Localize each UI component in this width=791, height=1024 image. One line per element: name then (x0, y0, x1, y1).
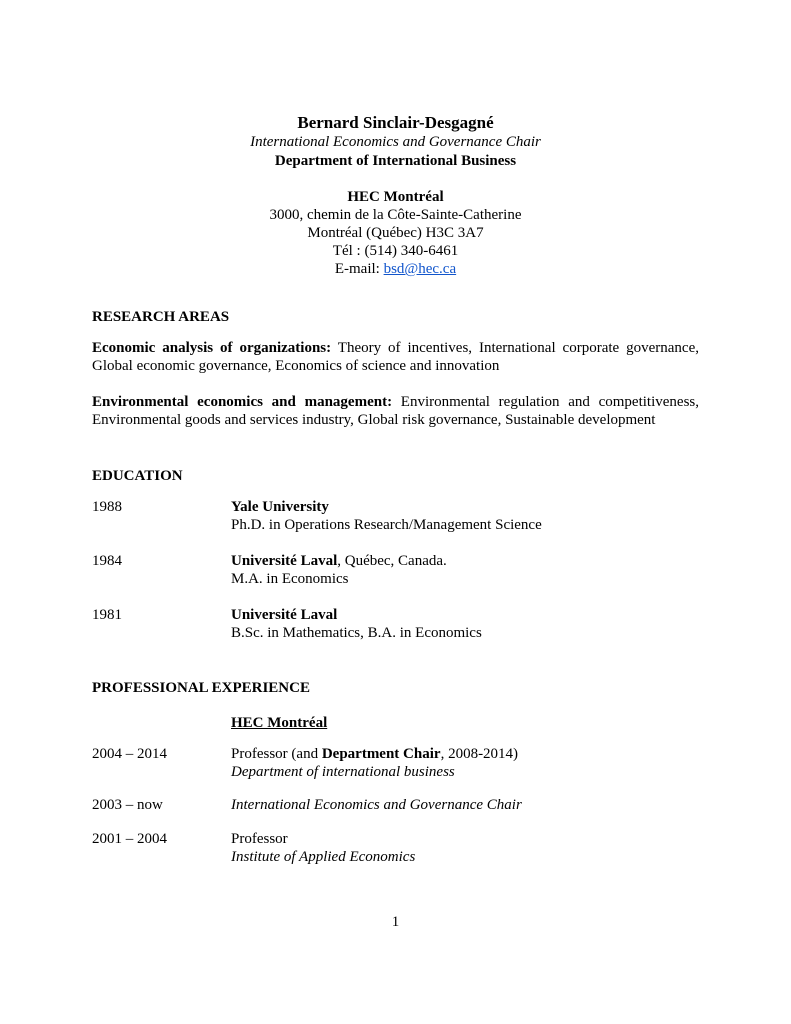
research-area-heading: Economic analysis of organizations: (92, 340, 332, 356)
research-area-text: Environmental regulation and competitiveness, Environmental goods and services industry, Global risk governance, Sustainable development (92, 394, 699, 428)
employer-name: HEC Montréal (231, 715, 328, 731)
education-year: 1984 (92, 553, 122, 569)
department-name: Department of International Business (274, 153, 517, 169)
education-entry (231, 498, 701, 534)
email-label: E-mail: (334, 261, 384, 277)
education-entry (231, 552, 701, 588)
position-text: Professor (and (231, 746, 322, 762)
position-unit: Department of international business (231, 764, 455, 780)
experience-entry (231, 830, 701, 866)
experience-period: 2001 – 2004 (92, 831, 167, 847)
phone-number: Tél : (514) 340-6461 (332, 243, 459, 259)
email-link[interactable]: bsd@hec.ca (383, 261, 457, 277)
degree: B.Sc. in Mathematics, B.A. in Economics (231, 625, 482, 641)
experience-period: 2004 – 2014 (92, 746, 167, 762)
position-text: , 2008-2014) (440, 746, 519, 762)
chair-title: International Economics and Governance Chair (250, 134, 541, 150)
experience-entry (231, 745, 701, 781)
school-suffix: , Québec, Canada. (337, 553, 447, 569)
position-text: Professor (231, 831, 288, 847)
education-heading: EDUCATION (92, 468, 183, 484)
school-name: Yale University (231, 499, 329, 515)
position-bold: Department Chair (321, 746, 441, 762)
school-name: Université Laval (231, 607, 338, 623)
degree: M.A. in Economics (231, 571, 349, 587)
education-year: 1988 (92, 499, 122, 515)
research-area-environmental (92, 393, 699, 429)
address-line-2: Montréal (Québec) H3C 3A7 (307, 225, 484, 241)
research-area-organizations (92, 339, 699, 375)
degree: Ph.D. in Operations Research/Management Science (231, 517, 542, 533)
experience-heading: PROFESSIONAL EXPERIENCE (92, 680, 310, 696)
person-name: Bernard Sinclair-Desgagné (297, 113, 494, 132)
education-year: 1981 (92, 607, 122, 623)
address-line-1: 3000, chemin de la Côte-Sainte-Catherine (269, 207, 522, 223)
email-line (0, 260, 791, 278)
research-area-heading: Environmental economics and management: (92, 394, 393, 410)
education-entry (231, 606, 701, 642)
research-area-text: Theory of incentives, International corporate governance, Global economic governance, Economics of science and innovation (92, 340, 699, 374)
experience-entry (231, 796, 701, 814)
page-number: 1 (391, 914, 400, 930)
position-unit: Institute of Applied Economics (231, 849, 416, 865)
research-areas-heading: RESEARCH AREAS (92, 309, 230, 325)
school-name: Université Laval (231, 553, 338, 569)
experience-period: 2003 – now (92, 797, 163, 813)
position-unit: International Economics and Governance Chair (231, 797, 522, 813)
institution-name: HEC Montréal (347, 189, 444, 205)
